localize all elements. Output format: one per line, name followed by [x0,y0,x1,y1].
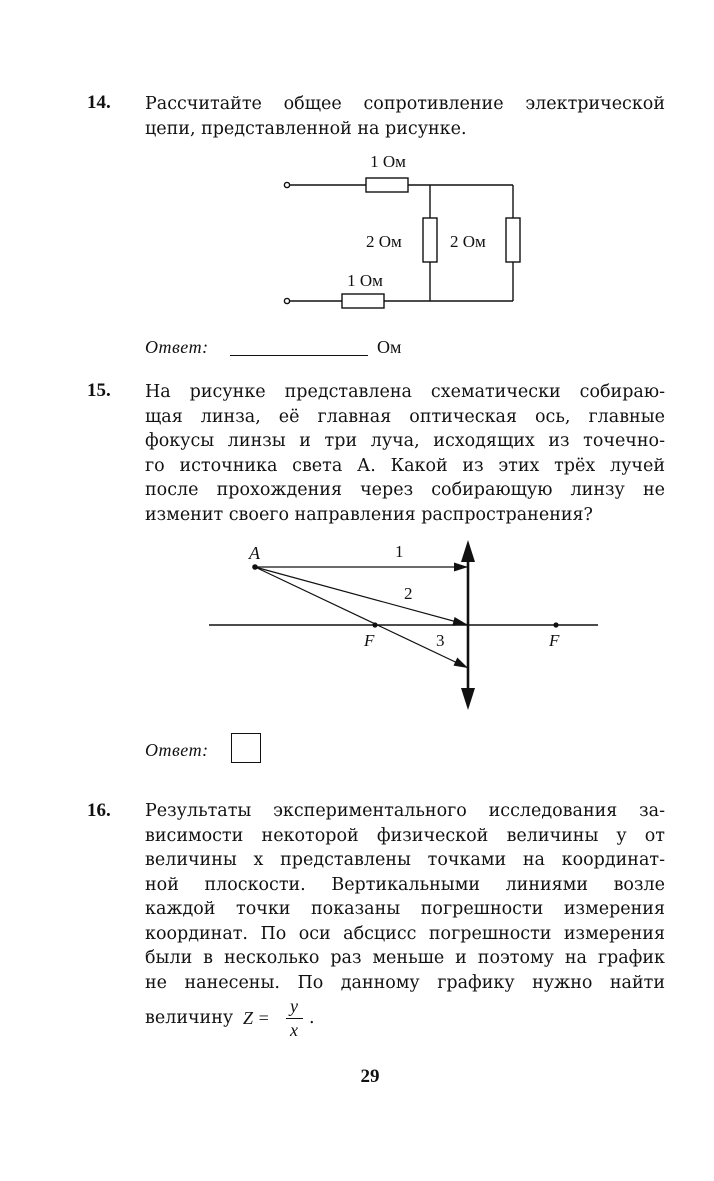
lens-diagram [200,535,610,715]
bottom-resistor [342,294,384,308]
problem-15-text-line: фокусы линзы и три луча, исходящих из точечно- [145,431,665,451]
right-focus-point [553,622,558,627]
source-label: A [249,543,260,563]
page-number: 29 [360,1066,380,1087]
formula-numerator: y [290,996,298,1016]
ray-2-arrowhead [452,617,468,626]
problem-15-number: 15. [87,380,111,401]
top-resistor-label: 1 Ом [370,152,406,171]
problem-14-text-line: Рассчитайте общее сопротивление электрической [145,94,665,114]
problem-16-text-line: каждой точки показаны погрешности измерения [145,899,665,919]
ray-1-label: 1 [395,542,404,561]
focus-left-label: F [364,631,375,650]
answer-blank-14[interactable] [230,355,368,356]
problem-16-text-line: ной плоскости. Вертикальными линиями возле [145,875,665,895]
answer-label-15: Ответ: [145,740,209,760]
mid-left-resistor [423,218,437,262]
fraction-bar [286,1018,303,1019]
problem-15-text-line: На рисунке представлена схематически собираю- [145,382,665,402]
problem-16-text-line: Результаты экспериментального исследования за- [145,801,665,821]
answer-unit-14: Ом [377,337,402,357]
lens-bottom-arrow [461,688,475,710]
problem-15-text-line: го источника света А. Какой из этих трёх лучей [145,456,665,476]
circuit-diagram [270,148,530,318]
ray-2 [255,567,468,625]
ray-3-arrowhead [454,658,469,669]
ray-3 [255,567,468,668]
problem-16-text-line: были в несколько раз меньше и поэтому на график [145,948,665,968]
mid-left-resistor-label: 2 Ом [366,232,402,251]
problem-16-text-line: висимости некоторой физической величины y от [145,826,665,846]
problem-16-number: 16. [87,800,111,821]
ray-1-arrowhead [454,563,468,572]
answer-label-14: Ответ: [145,337,209,357]
problem-15-text-line: изменит своего направления распространения? [145,505,593,525]
focus-right-label: F [549,631,560,650]
top-resistor [366,178,408,192]
top-terminal [284,182,289,187]
mid-right-resistor-label: 2 Ом [450,232,486,251]
ray-2-label: 2 [404,584,413,603]
problem-16-text-line: не нанесены. По данному графику нужно найти [145,973,665,993]
mid-right-resistor [506,218,520,262]
problem-14-text-line: цепи, представленной на рисунке. [145,119,467,139]
formula-lhs: Z = [243,1008,270,1028]
formula-suffix: . [309,1008,315,1028]
bottom-terminal [284,298,289,303]
problem-15-text-line: щая линза, её главная оптическая ось, главные [145,407,665,427]
problem-16-text-line: величины x представлены точками на координат- [145,850,665,870]
problem-14-number: 14. [87,92,111,113]
formula-prefix: величину [145,1008,234,1028]
answer-box-15[interactable] [231,733,261,763]
problem-16-text-line: координат. По оси абсцисс погрешности измерения [145,924,665,944]
bottom-resistor-label: 1 Ом [347,271,383,290]
formula-denominator: x [290,1020,298,1040]
lens-top-arrow [461,540,475,562]
ray-3-label: 3 [436,631,445,650]
problem-15-text-line: после прохождения через собирающую линзу не [145,480,665,500]
